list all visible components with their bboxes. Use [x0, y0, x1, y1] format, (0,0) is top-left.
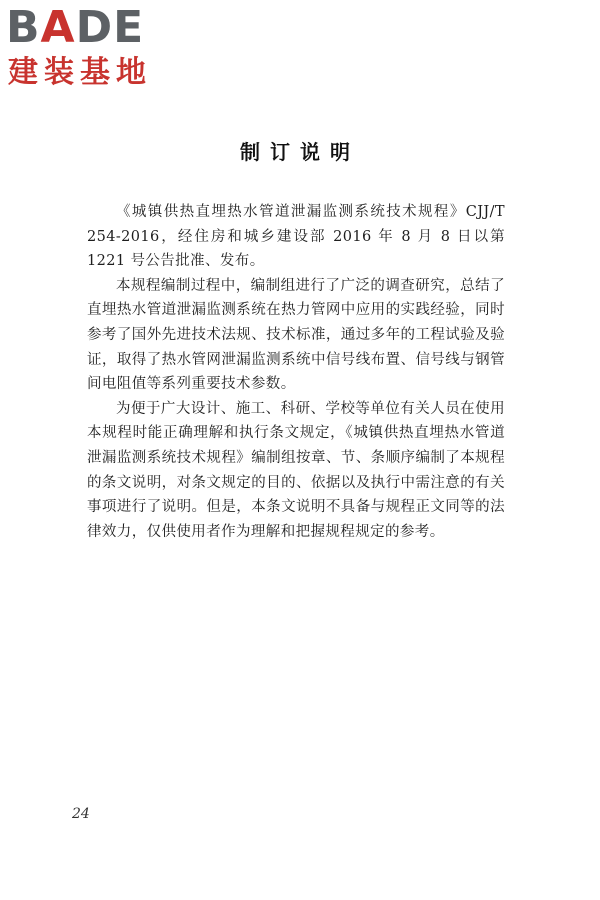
paragraph: 本规程编制过程中，编制组进行了广泛的调查研究，总结了直埋热水管道泄漏监测系统在热力管网中应用的实践经验，同时参考了国外先进技术法规、技术标准，通过多年的工程试验及验证，取得了热水管网泄漏监测系统中信号线布置、信号线与钢管间电阻值等系列重要技术参数。	[87, 277, 505, 393]
logo-letter-b: B	[6, 2, 41, 53]
page-title: 制订说明	[240, 140, 360, 164]
logo-subtitle: 建装基地	[8, 55, 152, 90]
logo-letters-de: DE	[75, 2, 145, 53]
logo-wordmark	[6, 4, 144, 52]
logo	[6, 4, 181, 92]
paragraph: 为便于广大设计、施工、科研、学校等单位有关人员在使用本规程时能正确理解和执行条文规定，《城镇供热直埋热水管道泄漏监测系统技术规程》编制组按章、节、条顺序编制了本规程的条文说明，对条文规定的目的、依据以及执行中需注意的有关事项进行了说明。但是，本条文说明不具备与规程正文同等的法律效力，仅供使用者作为理解和把握规程规定的参考。	[87, 400, 505, 540]
page-number: 24	[72, 806, 90, 822]
body-text	[87, 200, 505, 544]
logo-letter-a-accent: A	[40, 2, 76, 53]
paragraph: 《城镇供热直埋热水管道泄漏监测系统技术规程》CJJ/T 254-2016，经住房和城乡建设部 2016 年 8 月 8 日以第 1221 号公告批准、发布。	[87, 204, 505, 270]
